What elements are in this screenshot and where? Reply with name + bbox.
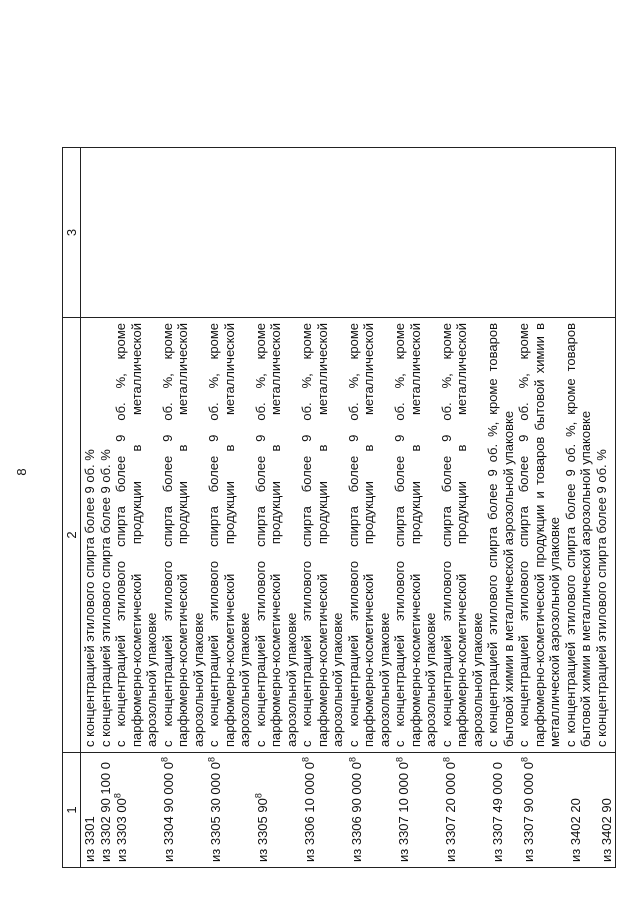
footnote-marker: 8 xyxy=(441,757,452,763)
header-col-1: 1 xyxy=(63,753,81,868)
code-cell xyxy=(161,758,208,862)
footnote-marker: 8 xyxy=(519,757,530,763)
descriptions-column xyxy=(81,318,616,753)
code-cell xyxy=(599,758,615,862)
code-text: из 3302 90 100 0 xyxy=(98,762,113,862)
code-cell xyxy=(349,758,396,862)
footnote-marker: 8 xyxy=(300,757,311,763)
description-cell: с концентрацией этилового спирта более 9 об. %, кроме парфюмерно-косметической продукции в металлической аэрозольной упаковке xyxy=(392,323,438,747)
description-cell: с концентрацией этилового спирта более 9 об. %, кроме парфюмерно-косметической продукции в металлической аэрозольной упаковке xyxy=(252,323,299,747)
code-cell xyxy=(443,758,490,862)
code-text: из 3307 10 000 0 xyxy=(396,762,411,862)
footnote-marker: 8 xyxy=(253,793,264,799)
description-cell: с концентрацией этилового спирта более 9 об. %, кроме парфюмерно-косметической продукции в металлической аэрозольной упаковке xyxy=(113,323,159,747)
table-header-row xyxy=(63,148,81,868)
footnote-marker: 8 xyxy=(347,757,358,763)
code-cell xyxy=(98,758,114,862)
code-cell xyxy=(521,758,568,862)
code-text: из 3307 20 000 0 xyxy=(443,762,458,862)
description-cell: с концентрацией этилового спирта более 9 об. %, кроме парфюмерно-косметической продукции в металлической аэрозольной упаковке xyxy=(206,323,252,747)
code-text: из 3402 20 xyxy=(568,798,583,862)
code-text: из 3306 10 000 0 xyxy=(302,762,317,862)
footnote-marker: 8 xyxy=(206,757,217,763)
footnote-marker: 8 xyxy=(112,793,123,799)
code-text: из 3402 90 xyxy=(599,798,614,862)
footnote-marker: 8 xyxy=(159,757,170,763)
code-text: из 3304 90 000 0 xyxy=(161,762,176,862)
code-cell xyxy=(568,758,599,862)
code-text: из 3303 00 xyxy=(114,798,129,862)
page-number: 8 xyxy=(14,468,29,476)
code-cell xyxy=(490,758,521,862)
code-cell xyxy=(82,758,98,862)
code-text: из 3305 90 xyxy=(255,798,270,862)
code-cell xyxy=(302,758,349,862)
code-text: из 3307 90 000 0 xyxy=(521,762,536,862)
code-cell xyxy=(255,758,302,862)
codes-column xyxy=(81,753,616,868)
description-cell: с концентрацией этилового спирта более 9 об. %, кроме парфюмерно-косметической продукции и товаров бытовой химии в металлической аэрозольной упаковке xyxy=(516,323,562,747)
description-cell: с концентрацией этилового спирта более 9 об. %, кроме парфюмерно-косметической продукции в металлической аэрозольной упаковке xyxy=(299,323,345,747)
description-cell: с концентрацией этилового спирта более 9 об. % xyxy=(82,449,97,747)
tariff-code-table xyxy=(62,147,616,868)
description-cell: с концентрацией этилового спирта более 9 об. %, кроме парфюмерно-косметической продукции в металлической аэрозольной упаковке xyxy=(438,323,485,747)
code-cell xyxy=(114,758,161,862)
description-cell: с концентрацией этилового спирта более 9 об. %, кроме товаров бытовой химии в металлической аэрозольной упаковке xyxy=(485,323,516,747)
table-body-row xyxy=(81,148,616,868)
code-text: из 3301 xyxy=(82,816,97,862)
description-cell: с концентрацией этилового спирта более 9 об. %, кроме парфюмерно-косметической продукции в металлической аэрозольной упаковке xyxy=(345,323,392,747)
code-cell xyxy=(396,758,443,862)
code-cell xyxy=(208,758,255,862)
footnote-marker: 8 xyxy=(394,757,405,763)
code-text: из 3305 30 000 0 xyxy=(208,762,223,862)
rotated-table-page xyxy=(62,148,614,868)
header-col-3: 3 xyxy=(63,148,81,318)
code-text: из 3307 49 000 0 xyxy=(490,762,505,862)
description-cell: с концентрацией этилового спирта более 9 об. % xyxy=(97,449,113,747)
description-cell: с концентрацией этилового спирта более 9 об. %, кроме парфюмерно-косметической продукции в металлической аэрозольной упаковке xyxy=(159,323,206,747)
header-col-2: 2 xyxy=(63,318,81,753)
description-cell: с концентрацией этилового спирта более 9 об. % xyxy=(593,449,609,747)
description-cell: с концентрацией этилового спирта более 9 об. %, кроме товаров бытовой химии в металлической аэрозольной упаковке xyxy=(562,323,593,747)
code-text: из 3306 90 000 0 xyxy=(349,762,364,862)
empty-column-3 xyxy=(81,148,616,318)
